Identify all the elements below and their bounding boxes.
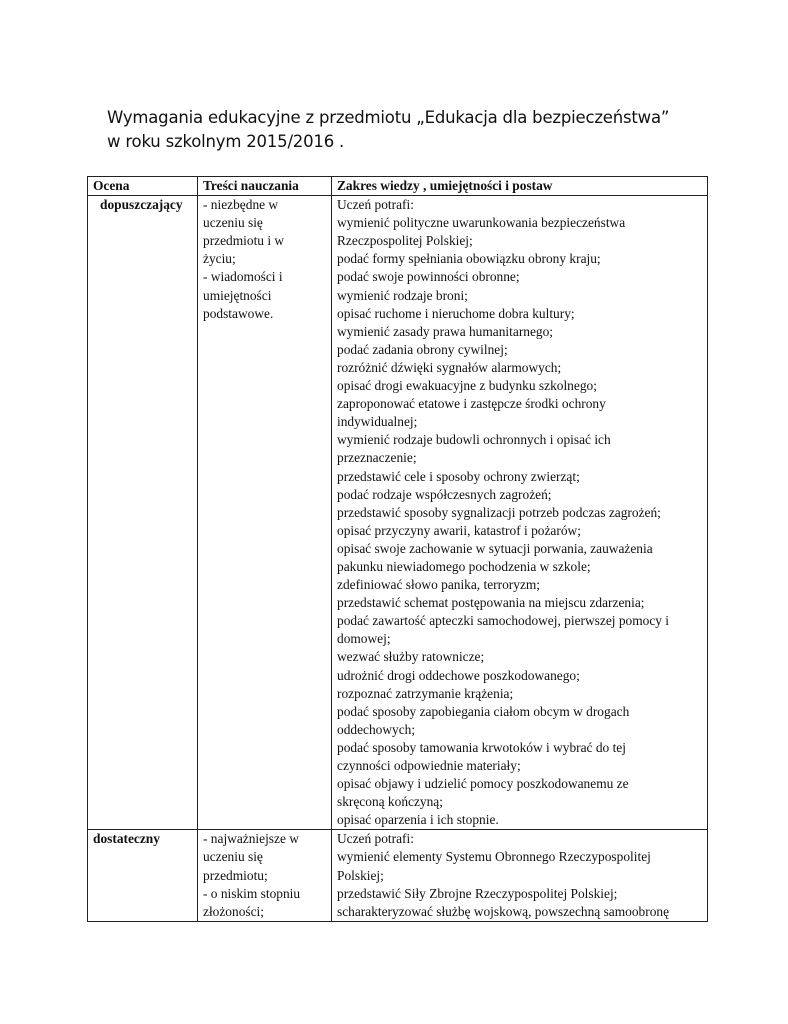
scope-line: scharakteryzować służbę wojskową, powszechną samoobronę bbox=[337, 903, 670, 919]
scope-line: podać rodzaje współczesnych zagrożeń; bbox=[337, 486, 552, 502]
scope-line: domowej; bbox=[337, 631, 391, 647]
scope-cell bbox=[332, 830, 708, 921]
requirements-table bbox=[87, 176, 708, 922]
scope-line: oddechowych; bbox=[337, 721, 416, 737]
scope-line: pakunku niewiadomego pochodzenia w szkole; bbox=[337, 558, 591, 574]
content-line: podstawowe. bbox=[203, 305, 274, 321]
content-line: umiejętności bbox=[203, 287, 272, 303]
table-row bbox=[88, 196, 708, 830]
grade-cell bbox=[88, 830, 198, 921]
title-line-2: w roku szkolnym 2015/2016 . bbox=[107, 132, 345, 151]
content-line: uczeniu się bbox=[203, 849, 263, 865]
header-scope: Zakres wiedzy , umiejętności i postaw bbox=[332, 177, 708, 196]
grade-label: dopuszczający bbox=[100, 197, 183, 213]
scope-line: rozróżnić dźwięki sygnałów alarmowych; bbox=[337, 359, 562, 375]
title-line-1: Wymagania edukacyjne z przedmiotu „Edukacja dla bezpieczeństwa” bbox=[107, 108, 670, 127]
scope-line: przedstawić schemat postępowania na miejscu zdarzenia; bbox=[337, 595, 645, 611]
content-line: uczeniu się bbox=[203, 215, 263, 231]
scope-line: opisać objawy i udzielić pomocy poszkodowanemu ze bbox=[337, 776, 629, 792]
scope-line: wymienić rodzaje broni; bbox=[337, 287, 468, 303]
scope-line: wymienić rodzaje budowli ochronnych i opisać ich bbox=[337, 432, 611, 448]
scope-line: opisać przyczyny awarii, katastrof i pożarów; bbox=[337, 522, 581, 538]
content-cell bbox=[198, 196, 332, 830]
grade-cell bbox=[88, 196, 198, 830]
content-line: przedmiotu; bbox=[203, 867, 268, 883]
content-line: przedmiotu i w bbox=[203, 233, 285, 249]
scope-line: przedstawić Siły Zbrojne Rzeczypospolitej Polskiej; bbox=[337, 885, 618, 901]
scope-line: Rzeczpospolitej Polskiej; bbox=[337, 233, 473, 249]
grade-label: dostateczny bbox=[93, 831, 160, 847]
table-row bbox=[88, 830, 708, 921]
header-content: Treści nauczania bbox=[198, 177, 332, 196]
scope-line: zaproponować etatowe i zastępcze środki ochrony bbox=[337, 396, 606, 412]
content-line: życiu; bbox=[203, 251, 236, 267]
scope-line: podać formy spełniania obowiązku obrony kraju; bbox=[337, 251, 601, 267]
scope-line: opisać ruchome i nieruchome dobra kultury; bbox=[337, 305, 575, 321]
scope-line: indywidualnej; bbox=[337, 414, 418, 430]
content-cell bbox=[198, 830, 332, 921]
scope-line: opisać swoje zachowanie w sytuacji porwania, zauważenia bbox=[337, 540, 653, 556]
content-line: - o niskim stopniu bbox=[203, 885, 301, 901]
document-title bbox=[107, 106, 727, 154]
scope-line: przedstawić sposoby sygnalizacji potrzeb podczas zagrożeń; bbox=[337, 504, 661, 520]
scope-line: podać sposoby tamowania krwotoków i wybrać do tej bbox=[337, 739, 626, 755]
scope-line: wezwać służby ratownicze; bbox=[337, 649, 485, 665]
scope-line: wymienić polityczne uwarunkowania bezpieczeństwa bbox=[337, 215, 626, 231]
scope-line: podać zawartość apteczki samochodowej, pierwszej pomocy i bbox=[337, 613, 670, 629]
scope-line: udrożnić drogi oddechowe poszkodowanego; bbox=[337, 667, 580, 683]
scope-line: przeznaczenie; bbox=[337, 450, 417, 466]
table-header-row bbox=[88, 177, 708, 196]
content-line: - najważniejsze w bbox=[203, 831, 299, 847]
content-line: - niezbędne w bbox=[203, 197, 279, 213]
scope-line: podać swoje powinności obronne; bbox=[337, 269, 520, 285]
scope-line: zdefiniować słowo panika, terroryzm; bbox=[337, 577, 541, 593]
scope-line: Polskiej; bbox=[337, 867, 384, 883]
scope-line: podać sposoby zapobiegania ciałom obcym w drogach bbox=[337, 703, 630, 719]
scope-line: rozpoznać zatrzymanie krążenia; bbox=[337, 685, 514, 701]
scope-line: Uczeń potrafi: bbox=[337, 197, 414, 213]
scope-line: opisać oparzenia i ich stopnie. bbox=[337, 812, 499, 828]
scope-line: opisać drogi ewakuacyjne z budynku szkolnego; bbox=[337, 378, 597, 394]
scope-line: przedstawić cele i sposoby ochrony zwierząt; bbox=[337, 468, 580, 484]
scope-line: czynności odpowiednie materiały; bbox=[337, 758, 521, 773]
scope-cell bbox=[332, 196, 708, 830]
scope-line: podać zadania obrony cywilnej; bbox=[337, 341, 508, 357]
content-line: złożoności; bbox=[203, 903, 264, 919]
header-grade: Ocena bbox=[88, 177, 198, 196]
scope-line: wymienić zasady prawa humanitarnego; bbox=[337, 323, 554, 339]
scope-line: wymienić elementy Systemu Obronnego Rzeczypospolitej bbox=[337, 849, 651, 865]
scope-line: Uczeń potrafi: bbox=[337, 831, 414, 847]
content-line: - wiadomości i bbox=[203, 269, 283, 285]
scope-line: skręconą kończyną; bbox=[337, 794, 443, 810]
